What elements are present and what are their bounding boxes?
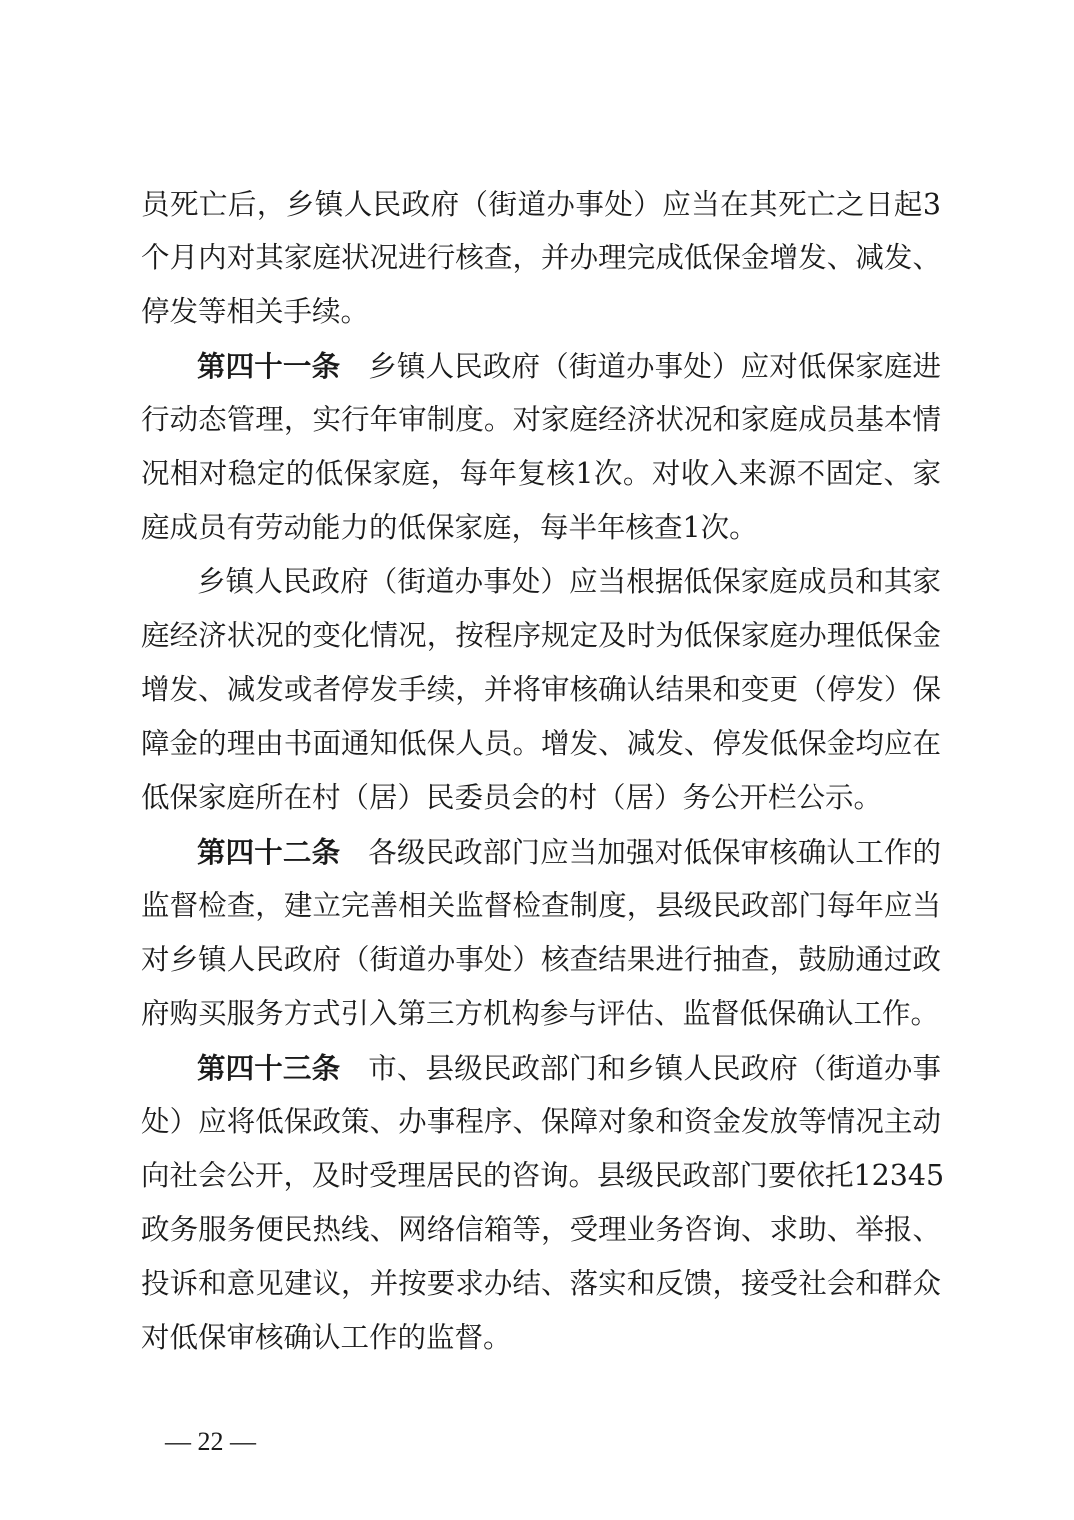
page-number: — 22 —: [165, 1427, 256, 1456]
text-line: 对乡镇人民政府（街道办事处）核查结果进行抽查，鼓励通过政: [141, 943, 941, 976]
article-heading-line: [197, 346, 941, 386]
text-line: 障金的理由书面通知低保人员。增发、减发、停发低保金均应在: [141, 727, 941, 760]
text-line: 况相对稳定的低保家庭，每年复核1次。对收入来源不固定、家: [141, 457, 941, 490]
text-line: 乡镇人民政府（街道办事处）应当根据低保家庭成员和其家: [197, 565, 941, 598]
text-line: 政务服务便民热线、网络信箱等，受理业务咨询、求助、举报、: [141, 1213, 941, 1246]
text-line: 向社会公开，及时受理居民的咨询。县级民政部门要依托12345: [141, 1159, 945, 1192]
article-heading-line: [197, 832, 941, 872]
article-text: 乡镇人民政府（街道办事处）应对低保家庭进: [368, 350, 941, 383]
article-number: 第四十一条: [197, 349, 341, 383]
article-text: 市、县级民政部门和乡镇人民政府（街道办事: [368, 1052, 941, 1085]
text-line: 停发等相关手续。: [141, 295, 370, 328]
article-heading-line: [197, 1048, 941, 1088]
text-line: 个月内对其家庭状况进行核查，并办理完成低保金增发、减发、: [141, 241, 941, 274]
text-line: 增发、减发或者停发手续，并将审核确认结果和变更（停发）保: [141, 673, 941, 706]
text-line: 监督检查，建立完善相关监督检查制度，县级民政部门每年应当: [141, 889, 941, 922]
article-number: 第四十二条: [197, 835, 341, 869]
text-line: 员死亡后，乡镇人民政府（街道办事处）应当在其死亡之日起3: [141, 188, 941, 221]
text-line: 庭成员有劳动能力的低保家庭，每半年核查1次。: [141, 511, 758, 544]
text-line: 行动态管理，实行年审制度。对家庭经济状况和家庭成员基本情: [141, 403, 941, 436]
text-line: 对低保审核确认工作的监督。: [141, 1321, 512, 1354]
text-line: 处）应将低保政策、办事程序、保障对象和资金发放等情况主动: [141, 1105, 941, 1138]
article-number: 第四十三条: [197, 1051, 341, 1085]
text-line: 低保家庭所在村（居）民委员会的村（居）务公开栏公示。: [141, 781, 883, 814]
text-line: 庭经济状况的变化情况，按程序规定及时为低保家庭办理低保金: [141, 619, 941, 652]
text-line: 府购买服务方式引入第三方机构参与评估、监督低保确认工作。: [141, 997, 940, 1030]
text-line: 投诉和意见建议，并按要求办结、落实和反馈，接受社会和群众: [141, 1267, 941, 1300]
article-text: 各级民政部门应当加强对低保审核确认工作的: [368, 836, 941, 869]
